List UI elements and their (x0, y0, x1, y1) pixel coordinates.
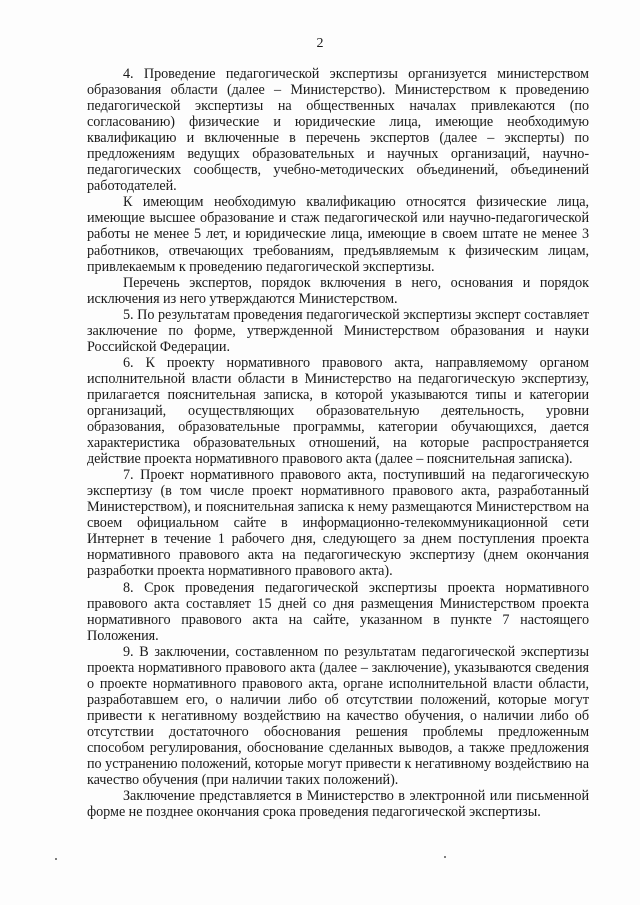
document-body (87, 66, 589, 820)
scan-speck (55, 858, 57, 860)
scan-speck (444, 856, 446, 858)
paragraph-8: 8. Срок проведения педагогической экспертизы проекта нормативного правового акта составляет 15 дней со дня размещения Министерством проекта нормативного правового акта на сайте, указанном в пункте 7 настоящего Положения. (87, 579, 589, 644)
paragraph-6: 6. К проекту нормативного правового акта, направляемому органом исполнительной власти области в Министерство на педагогическую экспертизу, прилагается пояснительная записка, в которой указываются типы и категории организаций, осуществляющих образовательную деятельность, уровни образования, образовательные программы, категории обучающихся, дается характеристика образовательных отношений, на которые распространяется действие проекта нормативного правового акта (далее – пояснительная записка). (87, 354, 589, 468)
paragraph-7: 7. Проект нормативного правового акта, поступивший на педагогическую экспертизу (в том числе проект нормативного правового акта, разработанный Министерством), и пояснительная записка к нему размещаются Министерством на своем официальном сайте в информационно-телекоммуникационной сети Интернет в течение 1 рабочего дня, следующего за днем поступления проекта нормативного правового акта на педагогическую экспертизу (днем окончания разработки проекта нормативного правового акта). (87, 467, 589, 580)
paragraph-4: 4. Проведение педагогической экспертизы организуется министерством образования области (далее – Министерство). Министерством к проведению педагогической экспертизы на общественных началах привлекаются (по согласованию) физические и юридические лица, имеющие необходимую квалификацию и включенные в перечень экспертов (далее – эксперты) по предложениям ведущих образовательных и научных организаций, научно-педагогических сообществ, учебно-методических объединений, объединений работодателей. (87, 66, 589, 195)
paragraph-expert-list: Перечень экспертов, порядок включения в него, основания и порядок исключения из него утверждаются Министерством. (87, 274, 589, 307)
page-number: 2 (316, 36, 324, 51)
paragraph-5: 5. По результатам проведения педагогической экспертизы эксперт составляет заключение по форме, утвержденной Министерством образования и науки Российской Федерации. (87, 306, 589, 355)
paragraph-9: 9. В заключении, составленном по результатам педагогической экспертизы проекта нормативного правового акта (далее – заключение), указываются сведения о проекте нормативного правового акта, органе исполнительной власти области, разработавшем его, о наличии либо об отсутствии положений, которые могут привести к негативному воздействию на качество обучения, о наличии либо об отсутствии достаточного обоснования решения проблемы предложенным способом регулирования, обоснование сделанных выводов, а также предложения по устранению положений, которые могут привести к негативному воздействию на качество обучения (при наличии таких положений). (87, 643, 589, 789)
paragraph-conclusion: Заключение представляется в Министерство в электронной или письменной форме не позднее окончания срока проведения педагогической экспертизы. (87, 788, 589, 821)
paragraph-qualification: К имеющим необходимую квалификацию относятся физические лица, имеющие высшее образование и стаж педагогической или научно-педагогической работы не менее 5 лет, и юридические лица, имеющие в своем штате не менее 3 работников, отвечающих требованиям, предъявляемым к физическим лицам, привлекаемым к проведению педагогической экспертизы. (87, 194, 589, 275)
